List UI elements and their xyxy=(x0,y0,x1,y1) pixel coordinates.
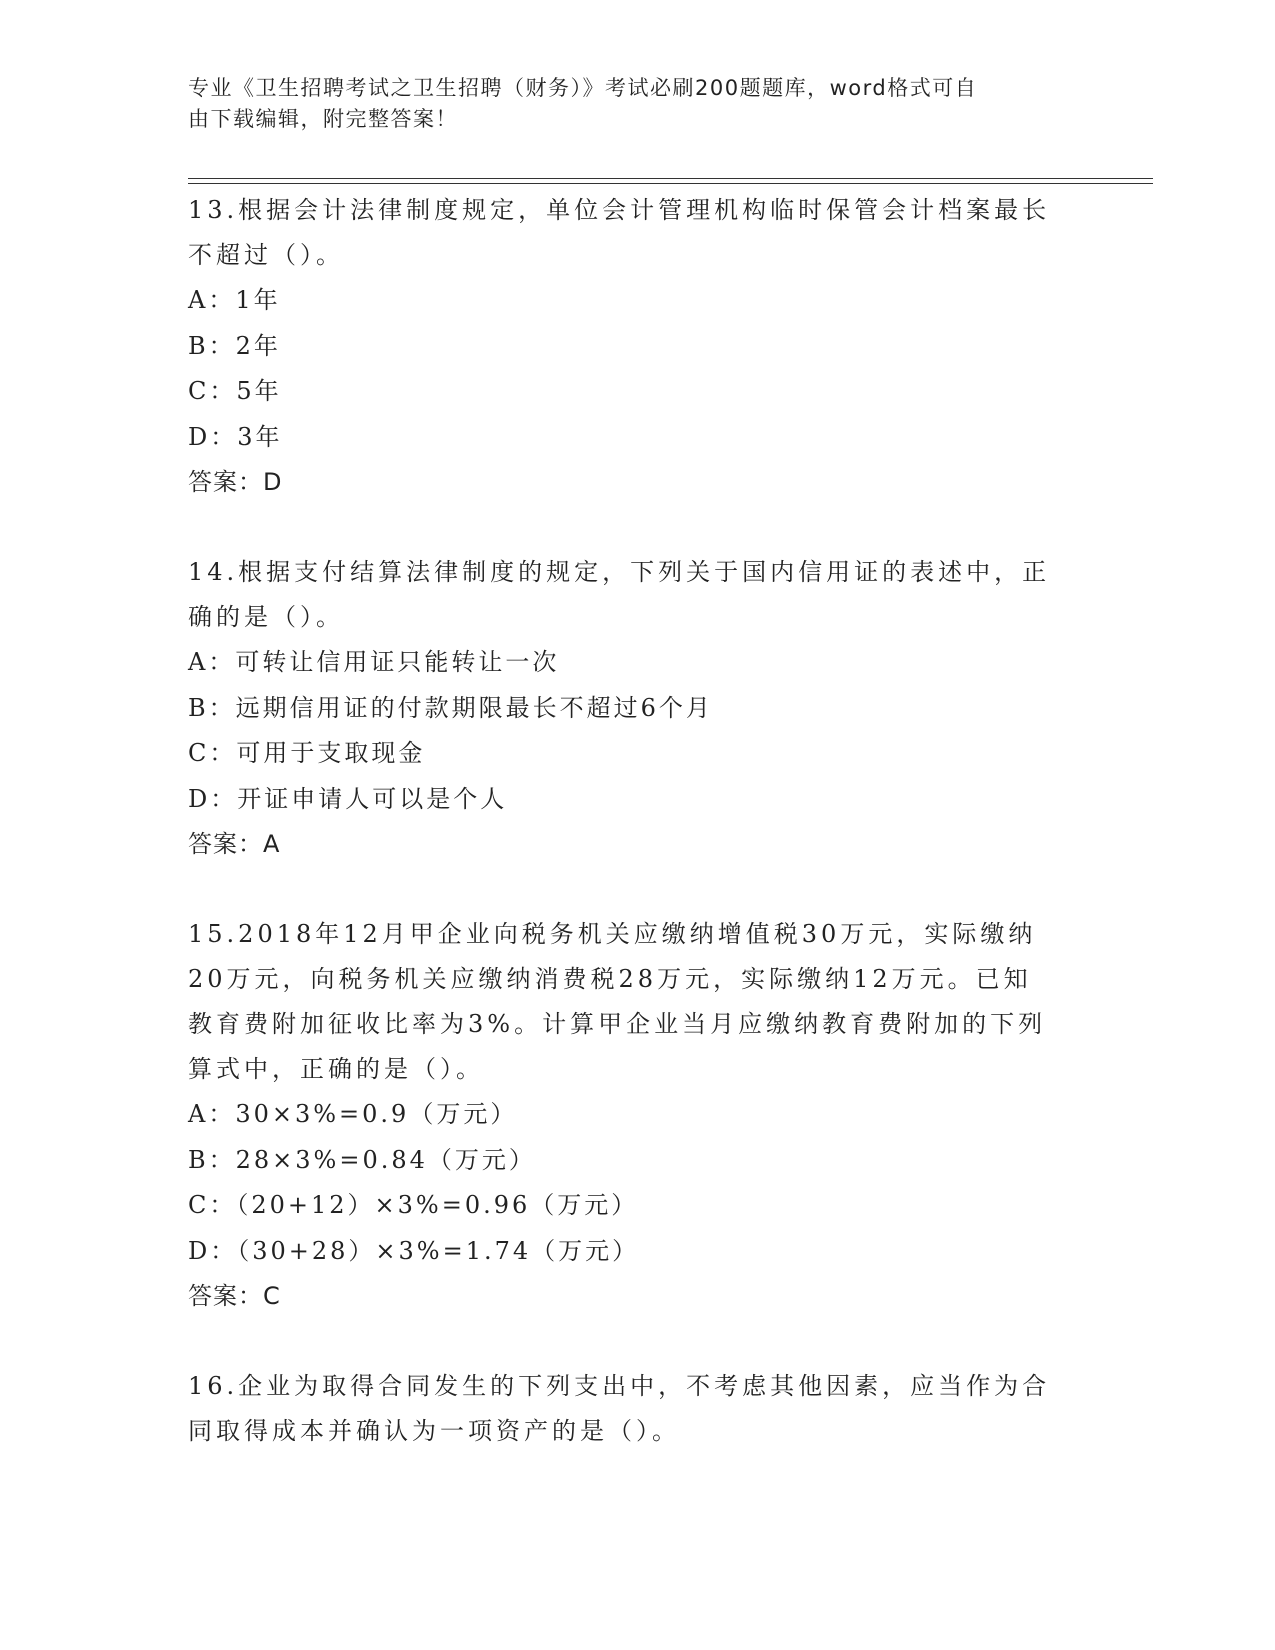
question-spacer xyxy=(188,505,1088,550)
header-divider-top xyxy=(188,178,1153,179)
question-16 xyxy=(188,1364,1088,1454)
question-stem-line: 15.2018年12月甲企业向税务机关应缴纳增值税30万元，实际缴纳 xyxy=(188,920,1037,948)
question-stem-line: 确的是（）。 xyxy=(188,603,344,631)
option-b: B：远期信用证的付款期限最长不超过6个月 xyxy=(188,693,713,722)
question-13 xyxy=(188,188,1088,505)
question-stem-line: 16.企业为取得合同发生的下列支出中，不考虑其他因素，应当作为合 xyxy=(188,1372,1051,1400)
question-stem-line: 14.根据支付结算法律制度的规定，下列关于国内信用证的表述中，正 xyxy=(188,558,1051,586)
question-spacer xyxy=(188,1319,1088,1364)
option-b: B：28×3%=0.84（万元） xyxy=(188,1145,536,1174)
option-a: A：1年 xyxy=(188,286,281,314)
question-stem-line: 教育费附加征收比率为3%。计算甲企业当月应缴纳教育费附加的下列 xyxy=(188,1010,1047,1038)
option-c: C：可用于支取现金 xyxy=(188,739,426,767)
header-line-2: 由下载编辑，附完整答案！ xyxy=(188,107,458,131)
question-14 xyxy=(188,550,1088,867)
question-spacer xyxy=(188,867,1088,912)
question-15 xyxy=(188,912,1088,1319)
question-stem-line: 20万元，向税务机关应缴纳消费税28万元，实际缴纳12万元。已知 xyxy=(188,965,1032,993)
option-d: D：3年 xyxy=(188,422,283,451)
option-d: D：（30+28）×3%=1.74（万元） xyxy=(188,1236,640,1265)
header-line-1: 专业《卫生招聘考试之卫生招聘（财务）》考试必刷200题题库，word格式可自 xyxy=(188,76,978,100)
answer-line: 答案：A xyxy=(188,830,281,858)
option-d: D：开证申请人可以是个人 xyxy=(188,784,508,813)
document-header xyxy=(188,73,1068,135)
question-stem-line: 算式中，正确的是（）。 xyxy=(188,1055,484,1083)
option-a: A：30×3%=0.9（万元） xyxy=(188,1100,518,1128)
option-b: B：2年 xyxy=(188,331,281,360)
header-divider-bottom xyxy=(188,183,1153,184)
option-a: A：可转让信用证只能转让一次 xyxy=(188,648,560,676)
option-c: C：（20+12）×3%=0.96（万元） xyxy=(188,1191,639,1219)
question-list xyxy=(188,188,1088,1454)
question-stem-line: 同取得成本并确认为一项资产的是（）。 xyxy=(188,1417,680,1445)
question-stem-line: 不超过（）。 xyxy=(188,241,344,269)
option-c: C：5年 xyxy=(188,377,282,405)
question-stem-line: 13.根据会计法律制度规定，单位会计管理机构临时保管会计档案最长 xyxy=(188,196,1051,224)
answer-line: 答案：D xyxy=(188,468,283,496)
answer-line: 答案：C xyxy=(188,1282,281,1310)
